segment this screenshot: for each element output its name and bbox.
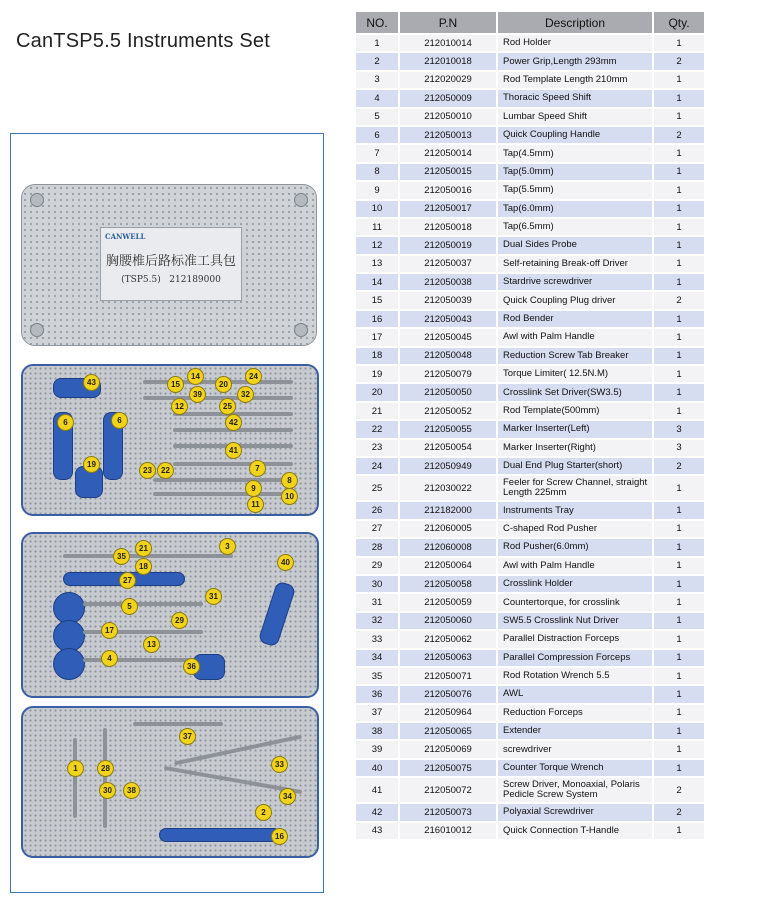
table-row <box>356 741 704 757</box>
cell-pn: 212050072 <box>400 778 496 802</box>
cell-pn: 212050058 <box>400 576 496 592</box>
table-row <box>356 421 704 437</box>
cell-description: Rod Bender <box>498 311 652 327</box>
table-row <box>356 384 704 400</box>
cell-no: 17 <box>356 329 398 345</box>
header-description: Description <box>498 12 652 33</box>
case-lid <box>21 184 317 346</box>
cell-qty: 2 <box>654 804 704 820</box>
cell-no: 42 <box>356 804 398 820</box>
cell-description: Rod Rotation Wrench 5.5 <box>498 668 652 684</box>
cell-no: 2 <box>356 53 398 69</box>
table-row <box>356 201 704 217</box>
callout-badge: 22 <box>157 462 174 479</box>
cell-qty: 1 <box>654 823 704 839</box>
cell-pn: 212050039 <box>400 292 496 308</box>
table-row <box>356 705 704 721</box>
cell-pn: 212050050 <box>400 384 496 400</box>
callout-badge: 14 <box>187 368 204 385</box>
table-row <box>356 403 704 419</box>
cell-no: 32 <box>356 613 398 629</box>
table-row <box>356 521 704 537</box>
cell-description: Marker Inserter(Right) <box>498 440 652 456</box>
cell-no: 16 <box>356 311 398 327</box>
table-row <box>356 164 704 180</box>
table-row <box>356 274 704 290</box>
table-row <box>356 35 704 51</box>
table-row <box>356 476 704 500</box>
cell-pn: 212050019 <box>400 237 496 253</box>
callout-badge: 32 <box>237 386 254 403</box>
table-row <box>356 329 704 345</box>
instrument-shaft <box>153 478 293 482</box>
rivet-icon <box>30 193 44 207</box>
cell-qty: 1 <box>654 686 704 702</box>
table-row <box>356 53 704 69</box>
cell-qty: 1 <box>654 219 704 235</box>
instrument-shaft <box>133 722 223 726</box>
cell-pn: 212050045 <box>400 329 496 345</box>
parts-table-header <box>356 12 704 33</box>
cell-description: Rod Template(500mm) <box>498 403 652 419</box>
callout-badge: 6 <box>111 412 128 429</box>
callout-badge: 25 <box>219 398 236 415</box>
cell-pn: 212050010 <box>400 109 496 125</box>
callout-badge: 27 <box>119 572 136 589</box>
cell-description: C-shaped Rod Pusher <box>498 521 652 537</box>
callout-badge: 30 <box>99 782 116 799</box>
callout-badge: 17 <box>101 622 118 639</box>
cell-description: Polyaxial Screwdriver <box>498 804 652 820</box>
cell-no: 22 <box>356 421 398 437</box>
cell-description: Rod Template Length 210mm <box>498 72 652 88</box>
tray-1 <box>21 364 319 516</box>
brand-logo: CANWELL <box>105 232 146 241</box>
table-row <box>356 72 704 88</box>
callout-badge: 42 <box>225 414 242 431</box>
cell-pn: 212060005 <box>400 521 496 537</box>
table-row <box>356 823 704 839</box>
cell-qty: 1 <box>654 145 704 161</box>
cell-qty: 1 <box>654 613 704 629</box>
instrument-shaft <box>143 396 293 400</box>
cell-pn: 212050073 <box>400 804 496 820</box>
table-row <box>356 145 704 161</box>
table-row <box>356 539 704 555</box>
cell-pn: 216010012 <box>400 823 496 839</box>
table-row <box>356 686 704 702</box>
instrument-shaft <box>173 462 293 466</box>
cell-no: 18 <box>356 348 398 364</box>
table-row <box>356 237 704 253</box>
cell-description: Reduction Screw Tab Breaker <box>498 348 652 364</box>
cell-description: Rod Pusher(6.0mm) <box>498 539 652 555</box>
cell-pn: 212050076 <box>400 686 496 702</box>
cell-pn: 212050009 <box>400 90 496 106</box>
callout-badge: 18 <box>135 558 152 575</box>
cell-qty: 1 <box>654 668 704 684</box>
cell-description: Crosslink Set Driver(SW3.5) <box>498 384 652 400</box>
cell-qty: 2 <box>654 458 704 474</box>
page-title: CanTSP5.5 Instruments Set <box>16 30 271 52</box>
cell-qty: 3 <box>654 440 704 456</box>
callout-badge: 28 <box>97 760 114 777</box>
cell-qty: 1 <box>654 90 704 106</box>
cell-pn: 212050038 <box>400 274 496 290</box>
tray-2 <box>21 532 319 698</box>
cell-pn: 212050949 <box>400 458 496 474</box>
cell-description: Dual End Plug Starter(short) <box>498 458 652 474</box>
cell-description: Tap(4.5mm) <box>498 145 652 161</box>
cell-description: Torque Limiter( 12.5N.M) <box>498 366 652 382</box>
cell-qty: 1 <box>654 476 704 500</box>
callout-badge: 31 <box>205 588 222 605</box>
callout-badge: 41 <box>225 442 242 459</box>
cell-description: Crosslink Holder <box>498 576 652 592</box>
cell-qty: 1 <box>654 558 704 574</box>
cell-qty: 1 <box>654 237 704 253</box>
cell-qty: 1 <box>654 329 704 345</box>
rivet-icon <box>30 323 44 337</box>
cell-no: 6 <box>356 127 398 143</box>
cell-description: Tap(5.0mm) <box>498 164 652 180</box>
cell-qty: 2 <box>654 292 704 308</box>
cell-pn: 212050013 <box>400 127 496 143</box>
cell-no: 25 <box>356 476 398 500</box>
callout-badge: 8 <box>281 472 298 489</box>
callout-badge: 5 <box>121 598 138 615</box>
cell-pn: 212050059 <box>400 594 496 610</box>
cell-qty: 1 <box>654 164 704 180</box>
table-row <box>356 458 704 474</box>
cell-qty: 1 <box>654 650 704 666</box>
cell-pn: 212182000 <box>400 502 496 518</box>
table-row <box>356 127 704 143</box>
cell-pn: 212050062 <box>400 631 496 647</box>
cell-description: Countertorque, for crosslink <box>498 594 652 610</box>
table-row <box>356 440 704 456</box>
cell-description: Power Grip,Length 293mm <box>498 53 652 69</box>
cell-no: 40 <box>356 760 398 776</box>
callout-badge: 19 <box>83 456 100 473</box>
cell-pn: 212050064 <box>400 558 496 574</box>
cell-qty: 1 <box>654 723 704 739</box>
cell-description: Thoracic Speed Shift <box>498 90 652 106</box>
cell-qty: 1 <box>654 201 704 217</box>
table-row <box>356 348 704 364</box>
table-row <box>356 109 704 125</box>
cell-qty: 1 <box>654 182 704 198</box>
cell-description: Marker Inserter(Left) <box>498 421 652 437</box>
cell-pn: 212050017 <box>400 201 496 217</box>
callout-badge: 13 <box>143 636 160 653</box>
cell-no: 5 <box>356 109 398 125</box>
callout-badge: 29 <box>171 612 188 629</box>
callout-badge: 15 <box>167 376 184 393</box>
cell-no: 34 <box>356 650 398 666</box>
cell-qty: 2 <box>654 53 704 69</box>
cell-qty: 1 <box>654 384 704 400</box>
cell-qty: 1 <box>654 631 704 647</box>
callout-badge: 6 <box>57 414 74 431</box>
cell-description: Counter Torque Wrench <box>498 760 652 776</box>
header-no: NO. <box>356 12 398 33</box>
callout-badge: 11 <box>247 496 264 513</box>
cell-qty: 1 <box>654 403 704 419</box>
cell-qty: 1 <box>654 109 704 125</box>
cell-no: 12 <box>356 237 398 253</box>
cell-description: Quick Connection T-Handle <box>498 823 652 839</box>
cell-no: 39 <box>356 741 398 757</box>
cell-no: 11 <box>356 219 398 235</box>
cell-qty: 1 <box>654 348 704 364</box>
cell-no: 1 <box>356 35 398 51</box>
cell-description: Feeler for Screw Channel, straight Length 225mm <box>498 476 652 500</box>
parts-table <box>354 10 706 841</box>
instrument-shaft <box>153 492 293 496</box>
cell-qty: 1 <box>654 366 704 382</box>
cell-no: 9 <box>356 182 398 198</box>
cell-qty: 1 <box>654 760 704 776</box>
callout-badge: 21 <box>135 540 152 557</box>
cell-pn: 212050079 <box>400 366 496 382</box>
cell-pn: 212050054 <box>400 440 496 456</box>
table-row <box>356 182 704 198</box>
cell-pn: 212060008 <box>400 539 496 555</box>
callout-badge: 4 <box>101 650 118 667</box>
callout-badge: 39 <box>189 386 206 403</box>
cell-qty: 1 <box>654 594 704 610</box>
instrument-set-photo <box>10 133 324 893</box>
cell-description: Quick Coupling Plug driver <box>498 292 652 308</box>
counter-torque-wrench-handle <box>258 580 297 647</box>
cell-description: Stardrive screwdriver <box>498 274 652 290</box>
rod-bender-handle <box>159 828 281 842</box>
callout-badge: 40 <box>277 554 294 571</box>
cell-description: Parallel Distraction Forceps <box>498 631 652 647</box>
cell-no: 8 <box>356 164 398 180</box>
cell-qty: 1 <box>654 256 704 272</box>
cell-pn: 212050964 <box>400 705 496 721</box>
callout-badge: 12 <box>171 398 188 415</box>
callout-badge: 38 <box>123 782 140 799</box>
cell-qty: 1 <box>654 72 704 88</box>
cell-description: Self-retaining Break-off Driver <box>498 256 652 272</box>
cell-description: Awl with Palm Handle <box>498 558 652 574</box>
lid-label <box>100 227 242 301</box>
cell-pn: 212050063 <box>400 650 496 666</box>
cell-description: AWL <box>498 686 652 702</box>
callout-badge: 16 <box>271 828 288 845</box>
cell-qty: 2 <box>654 778 704 802</box>
cell-pn: 212050016 <box>400 182 496 198</box>
cell-no: 30 <box>356 576 398 592</box>
table-row <box>356 256 704 272</box>
cell-description: Quick Coupling Handle <box>498 127 652 143</box>
cell-description: Tap(6.0mm) <box>498 201 652 217</box>
cell-qty: 2 <box>654 127 704 143</box>
cell-pn: 212050060 <box>400 613 496 629</box>
table-row <box>356 292 704 308</box>
cell-qty: 1 <box>654 741 704 757</box>
cell-pn: 212050043 <box>400 311 496 327</box>
callout-badge: 43 <box>83 374 100 391</box>
cell-qty: 1 <box>654 576 704 592</box>
cell-pn: 212030022 <box>400 476 496 500</box>
table-row <box>356 558 704 574</box>
cell-qty: 1 <box>654 502 704 518</box>
cell-no: 20 <box>356 384 398 400</box>
instrument-shaft <box>73 738 77 818</box>
table-row <box>356 650 704 666</box>
cell-no: 23 <box>356 440 398 456</box>
cell-no: 7 <box>356 145 398 161</box>
callout-badge: 9 <box>245 480 262 497</box>
cell-no: 15 <box>356 292 398 308</box>
cell-no: 26 <box>356 502 398 518</box>
cell-pn: 212050071 <box>400 668 496 684</box>
cell-pn: 212020029 <box>400 72 496 88</box>
cell-description: Tap(6.5mm) <box>498 219 652 235</box>
table-row <box>356 804 704 820</box>
table-row <box>356 631 704 647</box>
instrument-shaft <box>103 728 107 828</box>
cell-description: Dual Sides Probe <box>498 237 652 253</box>
cell-pn: 212010014 <box>400 35 496 51</box>
cell-no: 41 <box>356 778 398 802</box>
cell-qty: 1 <box>654 35 704 51</box>
cell-qty: 3 <box>654 421 704 437</box>
cell-no: 24 <box>356 458 398 474</box>
callout-badge: 24 <box>245 368 262 385</box>
cell-no: 3 <box>356 72 398 88</box>
cell-description: Tap(5.5mm) <box>498 182 652 198</box>
instrument-shaft <box>83 602 203 606</box>
header-qty: Qty. <box>654 12 704 33</box>
table-row <box>356 778 704 802</box>
cell-pn: 212050037 <box>400 256 496 272</box>
table-row <box>356 668 704 684</box>
callout-badge: 37 <box>179 728 196 745</box>
table-row <box>356 576 704 592</box>
cell-qty: 1 <box>654 539 704 555</box>
cell-no: 37 <box>356 705 398 721</box>
callout-badge: 3 <box>219 538 236 555</box>
cell-no: 31 <box>356 594 398 610</box>
cell-no: 13 <box>356 256 398 272</box>
callout-badge: 36 <box>183 658 200 675</box>
cell-qty: 1 <box>654 521 704 537</box>
cell-description: screwdriver <box>498 741 652 757</box>
cell-pn: 212050018 <box>400 219 496 235</box>
cell-pn: 212050055 <box>400 421 496 437</box>
cell-description: Awl with Palm Handle <box>498 329 652 345</box>
cell-pn: 212050052 <box>400 403 496 419</box>
cell-no: 28 <box>356 539 398 555</box>
table-row <box>356 760 704 776</box>
table-row <box>356 594 704 610</box>
cell-description: Instruments Tray <box>498 502 652 518</box>
callout-badge: 34 <box>279 788 296 805</box>
lid-label-code: (TSP5.5) 212189000 <box>121 275 221 285</box>
callout-badge: 1 <box>67 760 84 777</box>
callout-badge: 20 <box>215 376 232 393</box>
cell-no: 19 <box>356 366 398 382</box>
header-pn: P.N <box>400 12 496 33</box>
table-row <box>356 366 704 382</box>
table-row <box>356 219 704 235</box>
cell-description: Extender <box>498 723 652 739</box>
tray-3 <box>21 706 319 858</box>
cell-no: 35 <box>356 668 398 684</box>
cell-qty: 1 <box>654 705 704 721</box>
cell-no: 14 <box>356 274 398 290</box>
cell-no: 36 <box>356 686 398 702</box>
table-row <box>356 723 704 739</box>
callout-badge: 2 <box>255 804 272 821</box>
cell-no: 33 <box>356 631 398 647</box>
cell-description: Parallel Compression Forceps <box>498 650 652 666</box>
cell-no: 10 <box>356 201 398 217</box>
cell-description: Rod Holder <box>498 35 652 51</box>
table-row <box>356 90 704 106</box>
cell-description: Screw Driver, Monoaxial, Polaris Pedicle Screw System <box>498 778 652 802</box>
table-row <box>356 502 704 518</box>
cell-no: 43 <box>356 823 398 839</box>
instrument-shaft <box>83 658 193 662</box>
cell-pn: 212050048 <box>400 348 496 364</box>
rivet-icon <box>294 193 308 207</box>
cell-description: SW5.5 Crosslink Nut Driver <box>498 613 652 629</box>
table-row <box>356 311 704 327</box>
cell-no: 4 <box>356 90 398 106</box>
cell-description: Lumbar Speed Shift <box>498 109 652 125</box>
cell-pn: 212050014 <box>400 145 496 161</box>
cell-qty: 1 <box>654 274 704 290</box>
cell-pn: 212050069 <box>400 741 496 757</box>
cell-pn: 212050065 <box>400 723 496 739</box>
lid-label-chinese: 胸腰椎后路标准工具包 <box>105 254 236 269</box>
cell-pn: 212050075 <box>400 760 496 776</box>
callout-badge: 23 <box>139 462 156 479</box>
cell-pn: 212010018 <box>400 53 496 69</box>
cell-no: 38 <box>356 723 398 739</box>
cell-no: 27 <box>356 521 398 537</box>
callout-badge: 33 <box>271 756 288 773</box>
cell-no: 21 <box>356 403 398 419</box>
rivet-icon <box>294 323 308 337</box>
cell-qty: 1 <box>654 311 704 327</box>
cell-no: 29 <box>356 558 398 574</box>
palm-handle <box>53 648 85 680</box>
cell-description: Reduction Forceps <box>498 705 652 721</box>
table-row <box>356 613 704 629</box>
cell-pn: 212050015 <box>400 164 496 180</box>
callout-badge: 7 <box>249 460 266 477</box>
callout-badge: 10 <box>281 488 298 505</box>
callout-badge: 35 <box>113 548 130 565</box>
